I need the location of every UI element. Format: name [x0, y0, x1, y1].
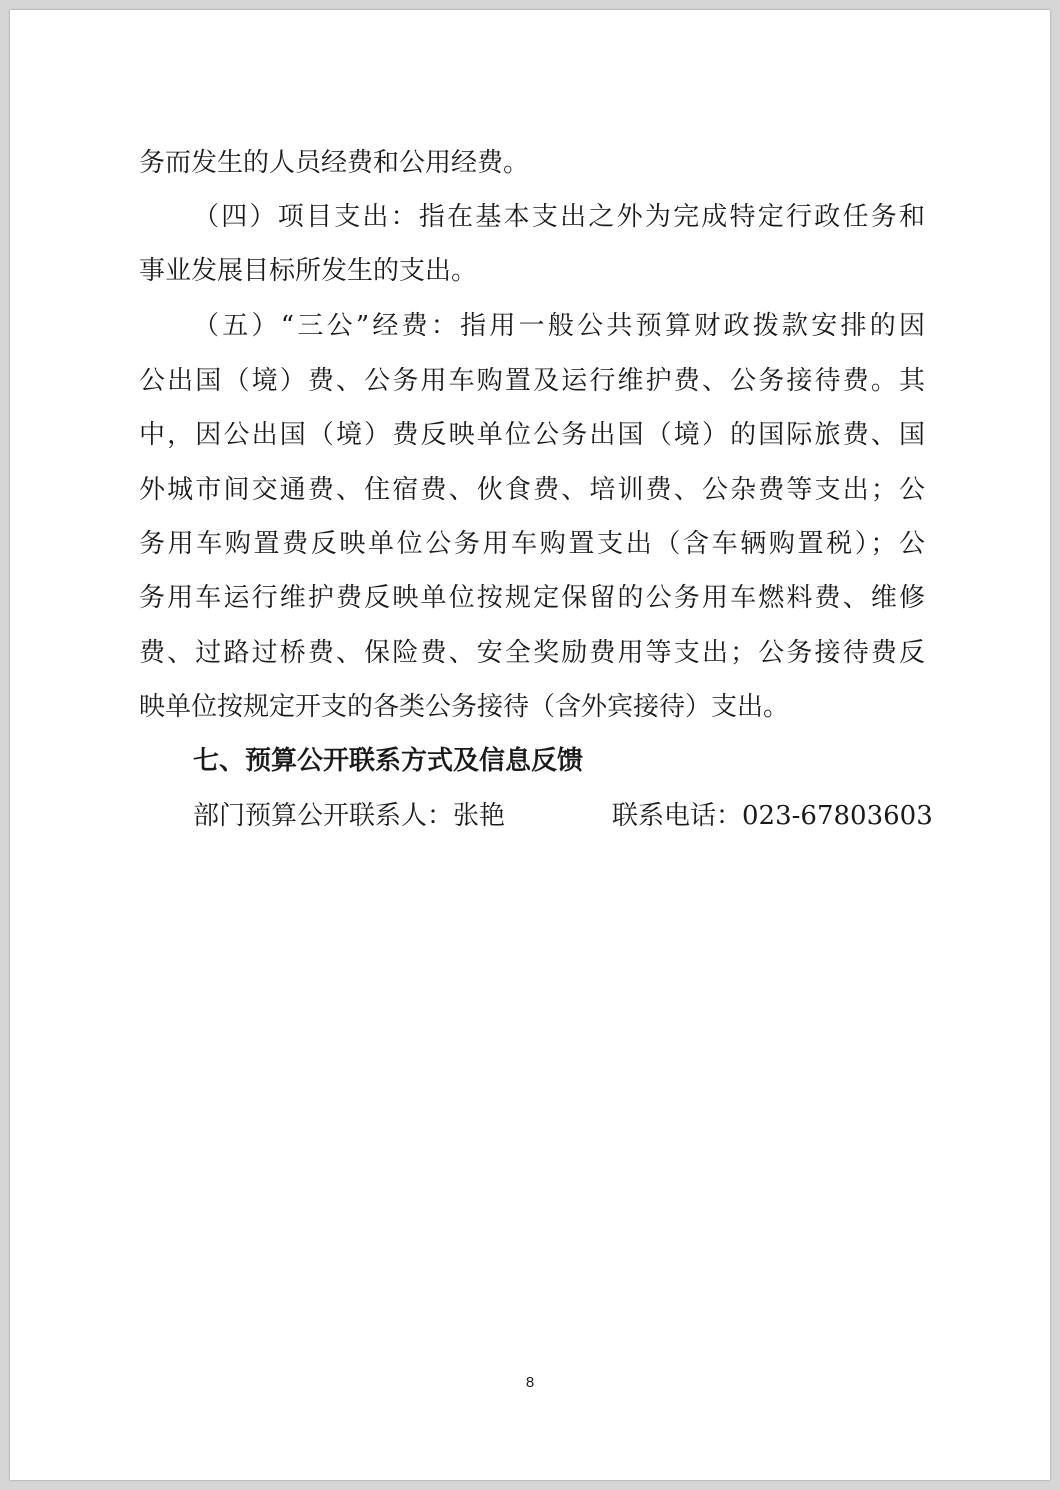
paragraph-line: 中，因公出国（境）费反映单位公务出国（境）的国际旅费、国	[139, 420, 925, 450]
paragraph-line: 事业发展目标所发生的支出。	[139, 256, 478, 286]
contact-phone: 联系电话：023-67803603	[612, 801, 933, 831]
paragraph-line: 映单位按规定开支的各类公务接待（含外宾接待）支出。	[139, 692, 790, 722]
page-number: 8	[525, 1374, 535, 1391]
paragraph-line: （四）项目支出：指在基本支出之外为完成特定行政任务和	[193, 202, 925, 232]
contact-person: 部门预算公开联系人：张艳	[193, 801, 506, 831]
paragraph-line: 外城市间交通费、住宿费、伙食费、培训费、公杂费等支出；公	[139, 475, 925, 505]
paragraph-line: 务用车运行维护费反映单位按规定保留的公务用车燃料费、维修	[139, 583, 925, 613]
paragraph-line: （五）“三公”经费：指用一般公共预算财政拨款安排的因	[193, 311, 925, 341]
document-page	[10, 10, 1050, 1480]
paragraph-line: 务而发生的人员经费和公用经费。	[139, 148, 530, 178]
paragraph-line: 务用车购置费反映单位公务用车购置支出（含车辆购置税）；公	[139, 529, 925, 559]
paragraph-line: 公出国（境）费、公务用车购置及运行维护费、公务接待费。其	[139, 366, 925, 396]
paragraph-line: 费、过路过桥费、保险费、安全奖励费用等支出；公务接待费反	[139, 638, 925, 668]
section-heading: 七、预算公开联系方式及信息反馈	[193, 746, 584, 776]
